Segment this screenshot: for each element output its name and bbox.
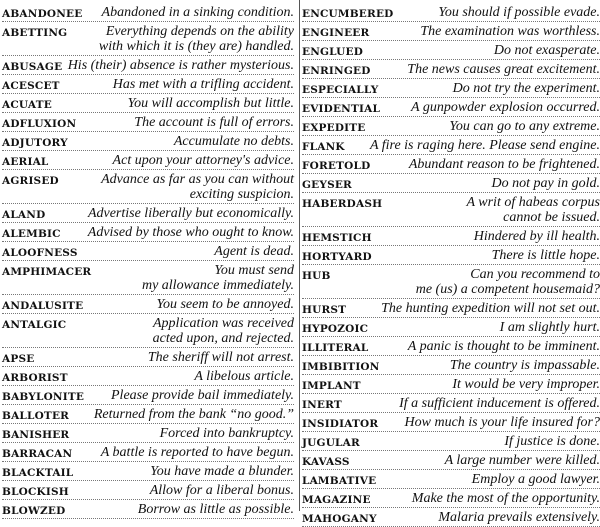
code-entry-row	[2, 462, 294, 481]
code-meaning-line: If justice is done.	[364, 434, 600, 449]
code-entry-row	[2, 386, 294, 405]
code-meaning	[63, 172, 294, 202]
code-meaning-line: Borrow as little as possible.	[69, 502, 294, 517]
code-word: HEMSTICH	[302, 229, 376, 244]
code-meaning-line: A battle is reported to have begun.	[76, 445, 294, 460]
code-entry-row	[302, 413, 600, 432]
code-meaning	[335, 267, 600, 297]
code-meaning-line: Do not pay in gold.	[356, 176, 600, 191]
code-meaning	[372, 320, 600, 335]
left-column	[0, 0, 294, 511]
code-entry-row	[302, 0, 600, 22]
code-meaning	[374, 157, 600, 172]
code-word: ANDALUSITE	[2, 297, 87, 312]
code-meaning	[369, 119, 600, 134]
code-word: IMBIBITION	[302, 358, 384, 373]
code-word: EXPEDITE	[302, 119, 369, 134]
code-meaning-line: You will accomplish but little.	[56, 96, 294, 111]
code-word: ILLITERAL	[302, 339, 372, 354]
code-word: APSE	[2, 350, 38, 365]
code-word: BALLOTER	[2, 407, 73, 422]
code-word: BARRACAN	[2, 445, 76, 460]
code-entry-row	[2, 75, 294, 94]
code-word: HURST	[302, 301, 350, 316]
code-meaning-line: You can go to any extreme.	[369, 119, 600, 134]
code-entry-row	[302, 337, 600, 356]
code-entry-row	[2, 170, 294, 204]
code-meaning-line: Make the most of the opportunity.	[375, 491, 600, 506]
code-meaning	[72, 134, 294, 149]
code-entry-row	[2, 367, 294, 386]
code-meaning-line: Application was received	[70, 316, 294, 331]
code-word: HYPOZOIC	[302, 320, 372, 335]
code-meaning-line: Advance as far as you can without	[63, 172, 294, 187]
code-meaning-line: exciting suspicion.	[63, 187, 294, 202]
code-word: FORETOLD	[302, 157, 374, 172]
code-entry-row	[2, 113, 294, 132]
code-word: MAHOGANY	[302, 510, 381, 525]
code-entry-row	[302, 117, 600, 136]
code-meaning	[349, 138, 600, 153]
code-entry-row	[302, 356, 600, 375]
code-meaning	[384, 100, 600, 115]
code-entry-row	[2, 348, 294, 367]
code-meaning	[383, 81, 600, 96]
code-meaning-line: A fire is raging here. Please send engine.	[349, 138, 600, 153]
code-entry-row	[2, 94, 294, 113]
code-meaning	[49, 206, 294, 221]
code-entry-row	[2, 0, 294, 22]
code-entry-row	[2, 204, 294, 223]
code-word: INSIDIATOR	[302, 415, 382, 430]
code-word: ENCUMBERED	[302, 5, 397, 20]
code-entry-row	[2, 56, 294, 75]
code-entry-row	[2, 261, 294, 295]
code-entry-row	[302, 136, 600, 155]
code-word: ACESCET	[2, 77, 64, 92]
code-entry-row	[302, 227, 600, 246]
code-entry-row	[2, 22, 294, 56]
code-meaning-line: A libelous article.	[72, 369, 294, 384]
code-word: ABUSAGE	[2, 58, 66, 73]
code-meaning-line: The account is full of errors.	[80, 115, 294, 130]
code-entry-row	[302, 98, 600, 117]
column-divider	[299, 0, 300, 511]
code-meaning	[70, 316, 294, 346]
code-word: JUGULAR	[302, 434, 364, 449]
code-meaning-line: Accumulate no debts.	[72, 134, 294, 149]
code-meaning-line: How much is your life insured for?	[382, 415, 600, 430]
code-entry-row	[302, 193, 600, 227]
code-entry-row	[302, 375, 600, 394]
code-word: BLOWZED	[2, 502, 69, 517]
code-meaning-line: A large number were killed.	[354, 453, 600, 468]
code-meaning	[397, 5, 600, 20]
code-meaning-line: A writ of habeas corpus	[386, 195, 600, 210]
code-entry-row	[2, 424, 294, 443]
code-meaning-line: The hunting expedition will not set out.	[350, 301, 600, 316]
code-meaning-line: Abundant reason to be frightened.	[374, 157, 600, 172]
code-word: FLANK	[302, 138, 349, 153]
code-word: BANISHER	[2, 426, 73, 441]
code-meaning-line: Forced into bankruptcy.	[73, 426, 294, 441]
code-meaning	[80, 115, 294, 130]
code-meaning-line: If a sufficient inducement is offered.	[346, 396, 600, 411]
code-word: ALOOFNESS	[2, 244, 82, 259]
code-word: HUB	[302, 267, 335, 282]
code-entry-row	[302, 265, 600, 299]
code-meaning	[71, 24, 294, 54]
code-entry-row	[2, 242, 294, 261]
code-meaning-line: His (their) absence is rather mysterious.	[66, 58, 294, 73]
code-meaning-line: acted upon, and rejected.	[70, 331, 294, 346]
code-meaning-line: Hindered by ill health.	[376, 229, 600, 244]
code-meaning-line: Malaria prevails extensively.	[381, 510, 600, 525]
code-word: INERT	[302, 396, 346, 411]
code-meaning-line: The examination was worthless.	[373, 24, 600, 39]
code-entry-row	[302, 432, 600, 451]
code-word: BLOCKISH	[2, 483, 73, 498]
code-word: ARBORIST	[2, 369, 72, 384]
code-meaning-line: The sheriff will not arrest.	[38, 350, 294, 365]
code-meaning	[372, 339, 600, 354]
code-entry-row	[302, 451, 600, 470]
code-meaning-line: A panic is thought to be imminent.	[372, 339, 600, 354]
code-meaning-line: Abandoned in a sinking condition.	[86, 5, 294, 20]
code-word: ABETTING	[2, 24, 71, 39]
code-word: AMPHIMACER	[2, 263, 95, 278]
code-word: MAGAZINE	[302, 491, 375, 506]
code-entry-row	[302, 22, 600, 41]
right-column	[302, 0, 600, 511]
code-entry-row	[2, 151, 294, 170]
code-entry-row	[2, 443, 294, 462]
code-word: BABYLONITE	[2, 388, 88, 403]
code-meaning-line: Employ a good lawyer.	[380, 472, 600, 487]
code-meaning-line: You should if possible evade.	[397, 5, 600, 20]
code-meaning-line: Advised by those who ought to know.	[65, 225, 294, 240]
code-entry-row	[2, 500, 294, 519]
code-word: ENRINGED	[302, 62, 375, 77]
code-entry-row	[302, 60, 600, 79]
code-entry-row	[2, 481, 294, 500]
code-meaning	[381, 510, 600, 525]
code-meaning-line: Advertise liberally but economically.	[49, 206, 294, 221]
code-entry-row	[302, 394, 600, 413]
code-word: HORTYARD	[302, 248, 376, 263]
code-word: HABERDASH	[302, 195, 386, 210]
code-meaning-line: The country is impassable.	[384, 358, 600, 373]
code-meaning	[66, 58, 294, 73]
code-meaning	[86, 5, 294, 20]
code-meaning	[82, 244, 294, 259]
code-entry-row	[302, 470, 600, 489]
code-entry-row	[2, 132, 294, 151]
code-meaning	[354, 453, 600, 468]
code-word: IMPLANT	[302, 377, 365, 392]
code-meaning	[73, 426, 294, 441]
code-meaning-line: cannot be issued.	[386, 210, 600, 225]
code-meaning-line: Can you recommend to	[335, 267, 600, 282]
code-meaning-line: A gunpowder explosion occurred.	[384, 100, 600, 115]
code-word: ANTALGIC	[2, 316, 70, 331]
code-word: ALAND	[2, 206, 49, 221]
code-entry-row	[302, 79, 600, 98]
code-meaning	[386, 195, 600, 225]
code-meaning	[367, 43, 600, 58]
code-meaning	[376, 229, 600, 244]
code-meaning	[77, 464, 294, 479]
code-word: LAMBATIVE	[302, 472, 380, 487]
code-meaning	[375, 62, 600, 77]
code-meaning-line: The news causes great excitement.	[375, 62, 600, 77]
code-entry-row	[302, 41, 600, 60]
code-word: ALEMBIC	[2, 225, 65, 240]
code-entry-row	[302, 489, 600, 508]
code-entry-row	[2, 223, 294, 242]
code-word: GEYSER	[302, 176, 356, 191]
code-entry-row	[302, 174, 600, 193]
code-word: AERIAL	[2, 153, 53, 168]
code-meaning	[365, 377, 600, 392]
code-word: AGRISED	[2, 172, 63, 187]
code-entry-row	[2, 295, 294, 314]
code-meaning-line: me (us) a competent housemaid?	[335, 282, 600, 297]
code-meaning-line: Do not exasperate.	[367, 43, 600, 58]
code-meaning-line: I am slightly hurt.	[372, 320, 600, 335]
code-meaning	[95, 263, 294, 293]
code-entry-row	[302, 508, 600, 527]
code-meaning	[65, 225, 294, 240]
code-entry-row	[2, 314, 294, 348]
code-meaning-line: Please provide bail immediately.	[88, 388, 294, 403]
code-meaning	[350, 301, 600, 316]
code-meaning	[56, 96, 294, 111]
code-meaning	[375, 491, 600, 506]
code-meaning	[380, 472, 600, 487]
code-word: ENGLUED	[302, 43, 367, 58]
code-meaning	[346, 396, 600, 411]
code-meaning-line: Act upon your attorney's advice.	[53, 153, 294, 168]
code-meaning	[73, 483, 294, 498]
code-entry-row	[302, 155, 600, 174]
code-meaning	[376, 248, 600, 263]
code-meaning-line: There is little hope.	[376, 248, 600, 263]
code-meaning	[76, 445, 294, 460]
code-meaning-line: You must send	[95, 263, 294, 278]
code-meaning	[73, 407, 294, 422]
code-meaning-line: with which it is (they are) handled.	[71, 39, 294, 54]
code-word: ADJUTORY	[2, 134, 72, 149]
code-meaning	[364, 434, 600, 449]
code-word: ABANDONEE	[2, 5, 86, 20]
code-meaning	[72, 369, 294, 384]
code-meaning	[87, 297, 294, 312]
code-meaning-line: Do not try the experiment.	[383, 81, 600, 96]
code-meaning-line: You seem to be annoyed.	[87, 297, 294, 312]
code-meaning	[88, 388, 294, 403]
code-meaning-line: Allow for a liberal bonus.	[73, 483, 294, 498]
code-meaning	[384, 358, 600, 373]
code-word: EVIDENTIAL	[302, 100, 384, 115]
code-meaning-line: Returned from the bank “no good.”	[73, 407, 294, 422]
code-meaning-line: Has met with a trifling accident.	[64, 77, 294, 92]
code-meaning	[382, 415, 600, 430]
code-meaning-line: my allowance immediately.	[95, 278, 294, 293]
code-word: ESPECIALLY	[302, 81, 383, 96]
code-entry-row	[2, 405, 294, 424]
code-meaning	[69, 502, 294, 517]
code-meaning-line: You have made a blunder.	[77, 464, 294, 479]
code-entry-row	[302, 246, 600, 265]
code-word: ACUATE	[2, 96, 56, 111]
code-entry-row	[302, 299, 600, 318]
code-meaning	[53, 153, 294, 168]
code-entry-row	[302, 318, 600, 337]
code-word: BLACKTAIL	[2, 464, 77, 479]
code-meaning	[373, 24, 600, 39]
code-meaning	[356, 176, 600, 191]
code-word: ENGINEER	[302, 24, 373, 39]
code-word: ADFLUXION	[2, 115, 80, 130]
code-meaning	[64, 77, 294, 92]
code-meaning	[38, 350, 294, 365]
code-meaning-line: It would be very improper.	[365, 377, 600, 392]
code-meaning-line: Agent is dead.	[82, 244, 294, 259]
code-word: KAVASS	[302, 453, 354, 468]
code-meaning-line: Everything depends on the ability	[71, 24, 294, 39]
